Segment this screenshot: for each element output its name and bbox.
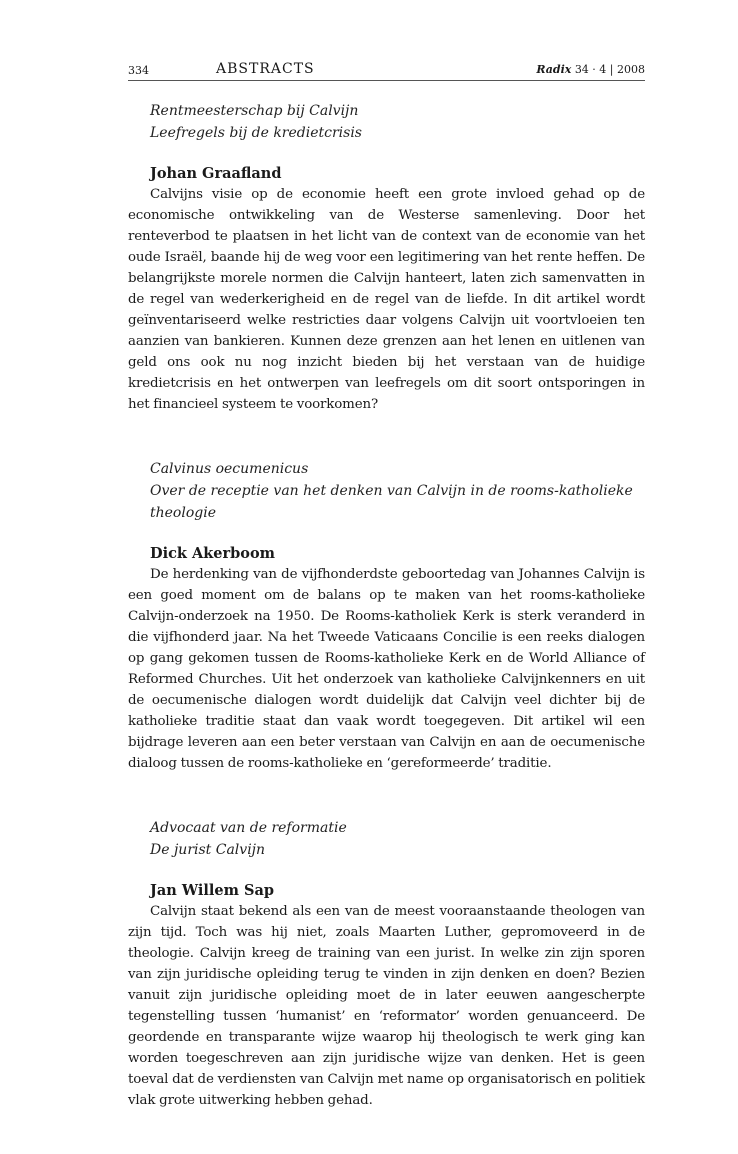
abstract-subtitle: De jurist Calvijn — [150, 842, 266, 858]
journal-name: Radix — [536, 63, 572, 76]
abstract-text: Calvijns visie op de economie heeft een grote invloed gehad op de economische ontwikkeling van de Westerse samenleving. Door het renteverbod te plaatsen in het licht van de context van de economie van het oude Israël, baande hij de weg voor een legitimering van het rente heffen. De belangrijkste morele normen die Calvijn hanteert, laten zich samenvatten in de regel van wederkerigheid en de regel van de liefde. In dit artikel wordt geïnventariseerd welke restricties daar volgens Calvijn uit voortvloeien ten aanzien van bankieren. Kunnen deze grenzen aan het lenen en uitlenen van geld ons ook nu nog inzicht bieden bij het verstaan van de huidige kredietcrisis en het ontwerpen van leefregels om dit soort ontsporingen in het financieel systeem te voorkomen? — [128, 187, 645, 412]
journal-issue: 34 · 4 | 2008 — [574, 63, 645, 76]
abstract-title: Rentmeesterschap bij Calvijn — [150, 103, 359, 119]
abstract-text: De herdenking van de vijfhonderdste geboortedag van Johannes Calvijn is een goed moment om de balans op te maken van het rooms-katholieke Calvijn-onderzoek na 1950. De Rooms-katholiek Kerk is sterk veranderd in die vijfhonderd jaar. Na het Tweede Vaticaans Concilie is een reeks dialogen op gang gekomen tussen de Rooms-katholieke Kerk en de World Alliance of Reformed Churches. Uit het onderzoek van katholieke Calvijnkenners en uit de oecumenische dialogen wordt duidelijk dat Calvijn veel dichter bij de katholieke traditie staat dan vaak wordt toegegeven. Dit artikel wil een bijdrage leveren aan een beter verstaan van Calvijn en aan de oecumenische dialoog tussen de rooms-katholieke en ‘gereformeerde’ traditie. — [128, 567, 645, 771]
running-header — [128, 60, 645, 81]
journal-info — [536, 63, 645, 76]
abstract-text: Calvijn staat bekend als een van de meest vooraanstaande theologen van zijn tijd. Toch was hij niet, zoals Maarten Luther, gepromoveerd in de theologie. Calvijn kreeg de training van een jurist. In welke zin zijn sporen van zijn juridische opleiding terug te vinden in zijn denken en doen? Bezien vanuit zijn juridische opleiding moet de in later eeuwen aangescherpte tegenstelling tussen ‘humanist’ en ‘reformator’ worden genuanceerd. De geordende en transparante wijze waarop hij theologisch te werk ging kan worden toegeschreven aan zijn juridische wijze van denken. Het is geen toeval dat de verdiensten van Calvijn met name op organisatorisch en politiek vlak grote uitwerking hebben gehad. — [128, 904, 645, 1108]
abstract-2 — [128, 458, 645, 774]
abstract-title: Advocaat van de reformatie — [150, 820, 347, 836]
abstract-3 — [128, 817, 645, 1111]
abstract-author: Dick Akerboom — [150, 545, 275, 562]
abstract-author: Johan Graafland — [150, 165, 282, 182]
abstract-1 — [128, 100, 645, 415]
section-title: ABSTRACTS — [216, 61, 315, 77]
abstracts-list — [128, 100, 645, 1154]
abstract-subtitle: Over de receptie van het denken van Calvijn in de rooms-katholieke theologie — [150, 483, 633, 521]
page-number: 334 — [128, 64, 149, 77]
abstract-author: Jan Willem Sap — [150, 882, 275, 899]
abstract-title: Calvinus oecumenicus — [150, 461, 309, 477]
abstract-subtitle: Leefregels bij de kredietcrisis — [150, 125, 362, 141]
